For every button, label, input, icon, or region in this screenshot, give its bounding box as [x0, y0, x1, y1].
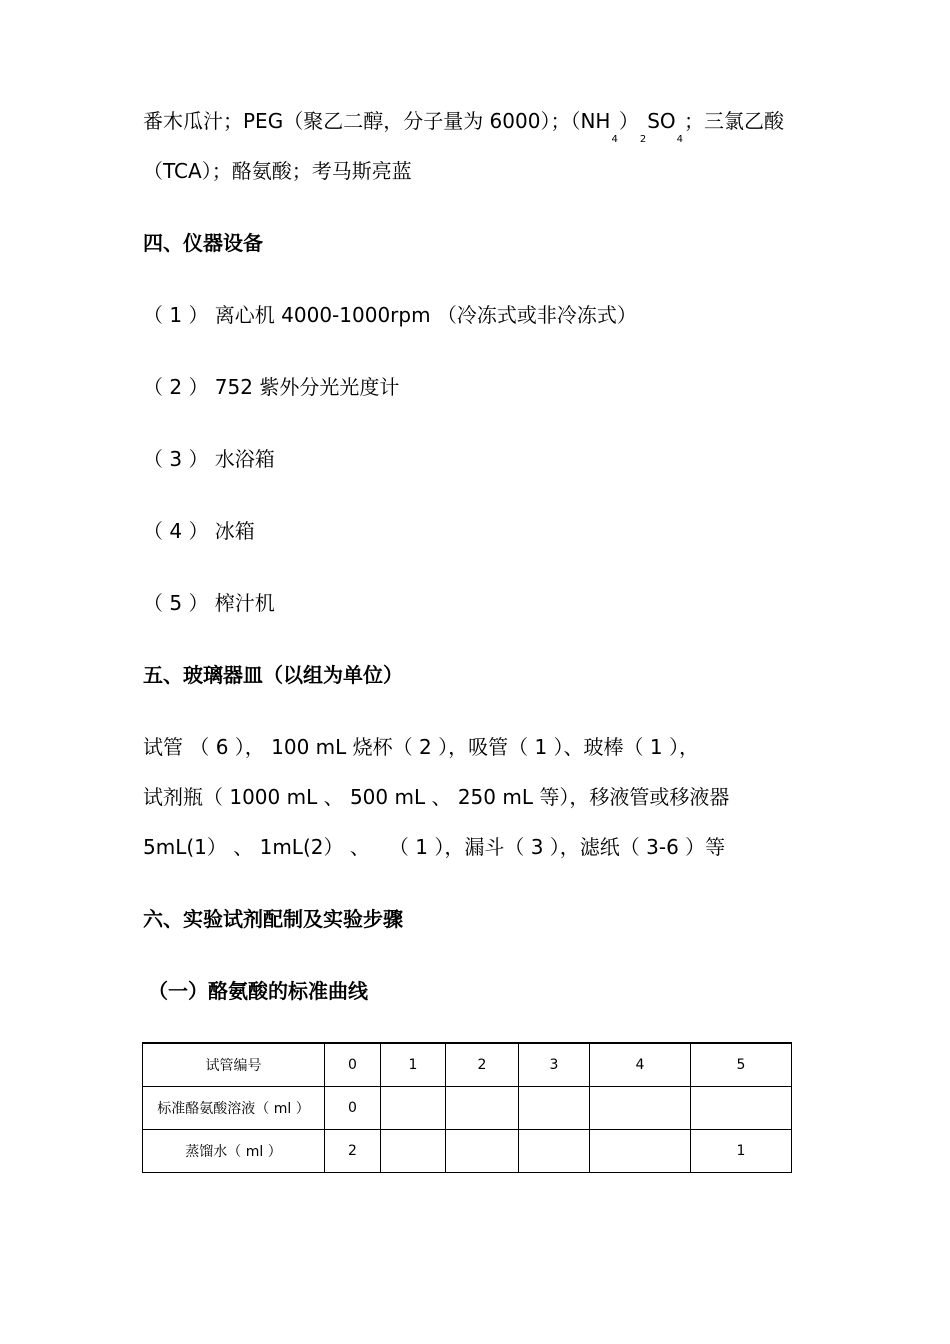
table-cell: 标准酪氨酸溶液（ ml ）: [143, 1087, 325, 1130]
table-cell: 试管编号: [143, 1043, 325, 1087]
table-cell: [519, 1130, 590, 1173]
equipment-item-3: （ 3 ） 水浴箱: [143, 447, 275, 471]
table-row: [143, 1130, 792, 1173]
table-cell: [381, 1130, 446, 1173]
table-cell: 5: [691, 1043, 792, 1087]
equipment-item-4: （ 4 ） 冰箱: [143, 519, 255, 543]
table-cell: [519, 1087, 590, 1130]
tyrosine-standard-table: [142, 1042, 792, 1173]
table-cell: 蒸馏水（ ml ）: [143, 1130, 325, 1173]
equipment-item-2: （ 2 ） 752 紫外分光光度计: [143, 375, 400, 399]
section-5-heading: 五、玻璃器皿（以组为单位）: [143, 663, 403, 687]
materials-text-1: 番木瓜汁；PEG（聚乙二醇，分子量为 6000）；（NH: [143, 109, 611, 133]
materials-text-3: SO: [647, 109, 676, 133]
subsection-heading: （一）酪氨酸的标准曲线: [148, 979, 368, 1003]
glassware-line-1: 试管 （ 6 ）， 100 mL 烧杯（ 2 ），吸管（ 1 ）、玻棒（ 1 ），: [143, 735, 699, 759]
glassware-line-3: 5mL(1） 、 1mL(2） 、 （ 1 ），漏斗（ 3 ），滤纸（ 3-6 ）等: [143, 835, 726, 859]
materials-line-1: [143, 107, 785, 145]
subscript-4a: 4: [611, 134, 618, 145]
materials-line-2: （TCA）；酪氨酸；考马斯亮蓝: [143, 159, 412, 183]
glassware-line-2: 试剂瓶（ 1000 mL 、 500 mL 、 250 mL 等），移液管或移液器: [143, 785, 730, 809]
table-cell: 1: [691, 1130, 792, 1173]
table-header-row: [143, 1043, 792, 1087]
table-cell: [691, 1087, 792, 1130]
table-cell: [446, 1087, 519, 1130]
materials-text-4: ；三氯乙酸: [684, 109, 785, 133]
subscript-2: 2: [639, 134, 647, 145]
table-cell: 0: [325, 1043, 381, 1087]
table-cell: 1: [381, 1043, 446, 1087]
table-cell: [590, 1130, 691, 1173]
table-cell: 2: [325, 1130, 381, 1173]
table-cell: 4: [590, 1043, 691, 1087]
table-cell: 3: [519, 1043, 590, 1087]
table-cell: [590, 1087, 691, 1130]
table-cell: [446, 1130, 519, 1173]
table-cell: 0: [325, 1087, 381, 1130]
materials-text-2: ）: [618, 109, 639, 133]
section-6-heading: 六、实验试剂配制及实验步骤: [143, 907, 403, 931]
table-row: [143, 1087, 792, 1130]
subscript-4b: 4: [676, 134, 684, 145]
table-cell: [381, 1087, 446, 1130]
equipment-item-1: （ 1 ） 离心机 4000-1000rpm （冷冻式或非冷冻式）: [143, 303, 637, 327]
equipment-item-5: （ 5 ） 榨汁机: [143, 591, 275, 615]
table-cell: 2: [446, 1043, 519, 1087]
section-4-heading: 四、仪器设备: [143, 231, 263, 255]
